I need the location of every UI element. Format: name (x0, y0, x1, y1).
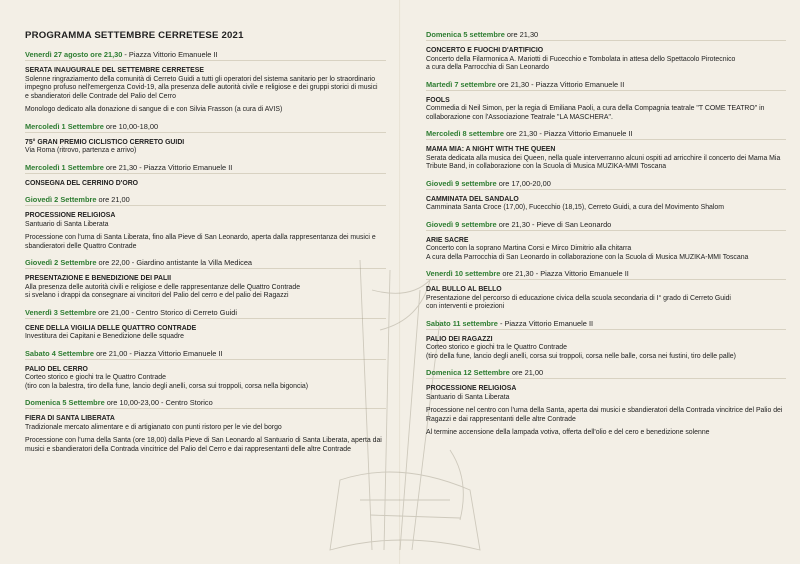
event-time-place: ore 21,00 (96, 195, 130, 204)
event-description-line: Processione nel centro con l'urna della Santa, aperta dai musici e sbandieratori della Contrada vincitrice del Palio dei (426, 407, 783, 414)
event-description-line: Concerto con la soprano Martina Corsi e Mirco Dimitrio alla chitarra (426, 245, 632, 252)
event-time-place: - Piazza Vittorio Emanuele II (497, 318, 594, 328)
event-description-line: Processione con l'urna di Santa Liberata, fino alla Pieve di San Leonardo, aperta dalla rappresentanza dei musici e (25, 234, 376, 241)
event-title: 75° GRAN PREMIO CICLISTICO CERRETO GUIDI (25, 138, 185, 146)
event-date: Venerdì 3 Settembre (25, 307, 97, 317)
event-date: Domenica 5 Settembre (25, 398, 105, 407)
event-date-line (25, 50, 386, 61)
event-block (426, 269, 786, 312)
event-description-line: (tiro della fune, lancio degli anelli, corsa sui troppoli, corsa nelle balle, corsa nei fustini, tiro delle palle) (426, 352, 736, 360)
event-time-place: ore 21,30 - Piazza Vittorio Emanuele II (495, 79, 625, 89)
event-block (426, 129, 786, 172)
event-description-line: Serata dedicata alla musica dei Queen, nella quale interverranno alcuni ospiti ad arricchire il concerto dei Mama Mia (426, 154, 781, 162)
event-date: Venerdì 10 settembre (426, 269, 501, 278)
event-date-line (25, 195, 386, 206)
event-date-line (426, 319, 786, 330)
event-description-line: Presentazione del percorso di educazione civica della scuola secondaria di I° grado di Cerreto Guidi (426, 294, 731, 302)
event-time-place: ore 21,00 (509, 368, 544, 377)
event-title: FOOLS (426, 96, 450, 104)
event-description-line: si svelano i drappi da consegnare ai vincitori del Palio del cerro e del palio dei Ragazzi (25, 292, 289, 299)
event-description-line: A cura della Parrocchia di San Leonardo in collaborazione con la Scuola di Musica MUZIKA-MMI Toscana (426, 253, 749, 261)
event-date: Sabato 11 settembre (426, 318, 498, 328)
event-date: Giovedì 2 Settembre (25, 258, 97, 267)
event-description-line: collaborazione con l'Associazione Teatrale "LA MASCHERA". (426, 113, 613, 121)
event-title: PROCESSIONE RELIGIOSA (426, 385, 517, 392)
event-title: PALIO DEL CERRO (25, 365, 88, 373)
event-time-place: ore 21,30 - Piazza Vittorio Emanuele II (500, 269, 629, 278)
event-time-place: ore 21,00 - Centro Storico di Cerreto Guidi (96, 307, 237, 317)
event-date: Giovedì 9 settembre (426, 219, 497, 229)
event-date: Giovedì 9 settembre (426, 178, 497, 188)
event-time-place: ore 21,00 - Piazza Vittorio Emanuele II (94, 348, 223, 358)
event-time-place: ore 22,00 - Giardino antistante la Villa Medicea (96, 258, 253, 267)
event-title: FIERA DI SANTA LIBERATA (25, 415, 115, 422)
event-title: CAMMINATA DEL SANDALO (426, 195, 519, 203)
event-date-line (426, 129, 786, 140)
event-block (25, 163, 386, 189)
event-block (25, 122, 386, 156)
event-description-line: Processione con l'urna della Santa (ore 18,00) dalla Pieve di San Leonardo al Santuario di Santa Liberata, aperta dai (25, 437, 382, 444)
event-description-line: Commedia di Neil Simon, per la regia di Emiliana Paoli, a cura della Compagnia teatrale "T COME TEATRO" in (426, 105, 765, 112)
event-description-line: Tribute Band, in collaborazione con la Scuola di Musica MUZIKA-MMI Toscana (426, 163, 667, 170)
event-title: CONSEGNA DEL CERRINO D'ORO (25, 179, 139, 187)
event-date: Mercoledì 1 Settembre (25, 162, 104, 172)
event-time-place: ore 21,30 (504, 30, 539, 39)
right-event-list (426, 30, 786, 438)
event-block (426, 30, 786, 73)
program-heading: PROGRAMMA SETTEMBRE CERRETESE 2021 (25, 30, 244, 41)
event-description-line: sbandieratori delle Quattro Contrade (25, 242, 137, 250)
event-title: ARIE SACRE (426, 236, 469, 244)
event-description-line: Via Roma (ritrovo, partenza e arrivo) (25, 147, 137, 154)
event-title: PRESENTAZIONE E BENEDIZIONE DEI PALII (25, 275, 171, 282)
event-title: PALIO DEI RAGAZZI (426, 335, 493, 343)
event-date: Venerdì 27 agosto ore 21,30 (25, 50, 123, 59)
event-date-line (25, 122, 386, 133)
event-date: Mercoledì 8 settembre (426, 129, 505, 138)
event-block (426, 179, 786, 213)
event-block (426, 80, 786, 123)
event-description-line: musici e sbandieratori della Contrada vincitrice del Palio del Cerro e dai rappresentanti delle altre Contrade (25, 445, 351, 453)
event-title: CENE DELLA VIGILIA DELLE QUATTRO CONTRADE (25, 324, 197, 332)
event-time-place: - Piazza Vittorio Emanuele II (122, 50, 218, 59)
event-description-line: Concerto della Filarmonica A. Mariotti di Fucecchio e Tombolata in attesa dello Spettacolo Pirotecnico (426, 55, 736, 63)
event-title: CONCERTO E FUOCHI D'ARTIFICIO (426, 47, 544, 54)
event-date: Sabato 4 Settembre (25, 348, 95, 358)
event-description-line: Santuario di Santa Liberata (25, 220, 109, 228)
event-time-place: ore 10,00-23,00 - Centro Storico (104, 398, 213, 407)
event-block (426, 319, 786, 362)
event-block (25, 195, 386, 251)
event-date: Giovedì 2 Settembre (25, 195, 97, 204)
event-description-line: a cura della Parrocchia di San Leonardo (426, 64, 549, 71)
event-time-place: ore 10,00-18,00 (103, 121, 159, 131)
event-description-line: con interventi e proiezioni (426, 303, 505, 310)
event-date-line (426, 179, 786, 190)
event-time-place: ore 21,30 - Pieve di San Leonardo (496, 219, 612, 229)
event-date: Domenica 12 Settembre (426, 368, 510, 377)
event-date-line (426, 220, 786, 231)
event-description-line: Corteo storico e giochi tra le Quattro Contrade (25, 374, 166, 381)
event-date-line (25, 163, 386, 174)
event-description-line: Investitura dei Capitani e Benedizione delle squadre (25, 333, 184, 340)
event-date: Martedì 7 settembre (426, 79, 496, 89)
right-page (400, 0, 800, 564)
event-description-line: Camminata Santa Croce (17,00), Fucecchio (18,15), Cerreto Guidi, a cura del Movimento Shalom (426, 204, 724, 211)
event-date: Domenica 5 settembre (426, 30, 505, 39)
event-description-line: Corteo storico e giochi tra le Quattro Contrade (426, 344, 567, 351)
event-date-line (426, 368, 786, 379)
event-block (426, 368, 786, 438)
event-description-line: e sbandieratori delle Contrade del Palio del Cerro (25, 92, 176, 100)
event-date-line (426, 80, 786, 91)
event-title: PROCESSIONE RELIGIOSA (25, 212, 116, 219)
event-title: SERATA INAUGURALE DEL SETTEMBRE CERRETESE (25, 67, 204, 74)
event-time-place: ore 21,30 - Piazza Vittorio Emanuele II (103, 162, 233, 172)
event-block (426, 220, 786, 263)
event-time-place: ore 21,30 - Piazza Vittorio Emanuele II (504, 129, 633, 138)
event-date-line (426, 30, 786, 41)
event-time-place: ore 17,00-20,00 (496, 178, 551, 188)
event-description-line: Al termine accensione della lampada votiva, offerta dell'olio e del cero e benedizione solenne (426, 429, 710, 436)
event-description-line: Ragazzi e dai rappresentanti delle altre Contrade (426, 415, 576, 423)
event-description-line: impegno profuso nell'emergenza Covid-19, alla presenza delle autorità civile e religiose e dei gruppi storici di musici (25, 84, 378, 91)
event-block (25, 50, 386, 115)
event-description-line: Santuario di Santa Liberata (426, 393, 510, 401)
event-description-line: Monologo dedicato alla donazione di sangue di e con Silvia Frasson (a cura di AVIS) (25, 106, 283, 113)
event-title: DAL BULLO AL BELLO (426, 286, 502, 293)
event-description-line: Solenne ringraziamento della comunità di Cerreto Guidi a tutti gli operatori del sistema sanitario per lo straordinario (25, 75, 376, 83)
event-date: Mercoledì 1 Settembre (25, 121, 104, 131)
event-description-line: Tradizionale mercato alimentare e di artigianato con punti ristoro per le vie del borgo (25, 423, 282, 431)
event-date-line (426, 269, 786, 280)
event-description-line: Alla presenza delle autorità civili e religiose e delle rappresentanze delle Quattro Contrade (25, 283, 301, 291)
event-title: MAMA MIA: A NIGHT WITH THE QUEEN (426, 146, 556, 153)
event-description-line: (tiro con la balestra, tiro della fune, lancio degli anelli, corsa sui troppoli, corsa nella bigoncia) (25, 382, 309, 390)
